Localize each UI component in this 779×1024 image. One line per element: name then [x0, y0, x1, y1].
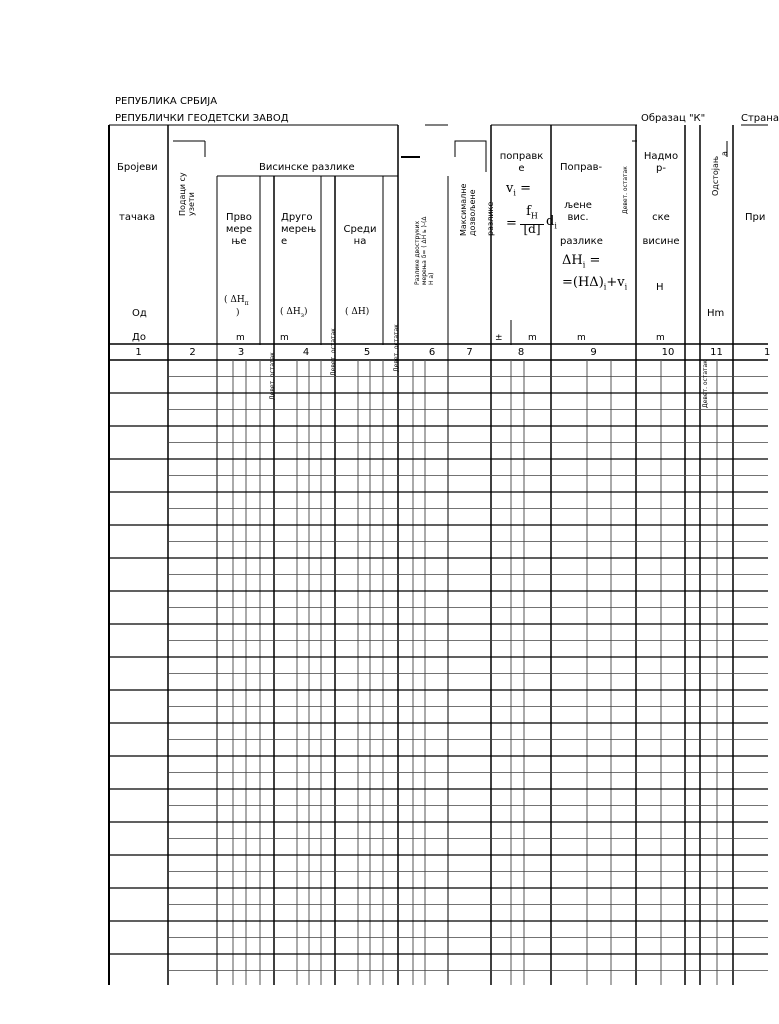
- col9-differences: разлике: [560, 236, 603, 247]
- col8-unit: m: [528, 333, 537, 343]
- col-number-3: 3: [237, 347, 245, 358]
- col7-diff-label: разлике: [486, 201, 495, 236]
- col2-data-taken-from: Подаци су узети: [178, 172, 196, 216]
- col-number-1: 1: [135, 347, 142, 358]
- remainder-label-col5: Девет. остатак: [393, 324, 400, 372]
- col8-formula-denominator: [d]: [523, 222, 541, 236]
- col9-corrected: Поправ-: [560, 162, 603, 173]
- col3-first-measure: Прво мере ње: [225, 212, 253, 247]
- col-number-5: 5: [363, 347, 371, 358]
- col10-unit: m: [656, 333, 665, 343]
- remainder-label-col11: Девет. остатак: [702, 360, 709, 408]
- col-number-11: 11: [710, 347, 723, 358]
- col-number-2: 2: [189, 347, 196, 358]
- col11-distances: Одстојањ а: [711, 151, 729, 196]
- col12-notes: При: [745, 212, 766, 223]
- col10-heights: висине: [642, 236, 680, 247]
- form-label: Образац "К": [641, 113, 706, 124]
- institute-title: РЕПУБЛИЧКИ ГЕОДЕТСКИ ЗАВОД: [115, 113, 289, 124]
- remainder-label-col9: Девет. остатак: [622, 166, 629, 214]
- col9-formula-2: $=(H\Delta)_i+v_i$: [562, 275, 628, 292]
- col5-symbol: ( ΔH): [345, 307, 370, 317]
- height-differences-group: Висинске разлике: [259, 162, 355, 173]
- col9-corrected-height: љене вис.: [564, 200, 592, 223]
- republic-title: РЕПУБЛИКА СРБИЈА: [115, 96, 218, 107]
- page-label: Страна: [741, 113, 779, 124]
- col-number-9: 9: [590, 347, 597, 358]
- col-number-6: 6: [428, 347, 436, 358]
- col1-title-points: тачака: [119, 212, 156, 223]
- col8-formula-lhs: $v_i$ =: [506, 181, 531, 198]
- col4-symbol: ( $\Delta H_з$): [280, 307, 308, 319]
- col10-symbol-h: H: [656, 282, 664, 293]
- col3-unit: m: [236, 333, 245, 343]
- col5-mean: Среди на: [343, 224, 377, 247]
- col11-hm: Hm: [707, 308, 725, 319]
- col-number-7: 7: [466, 347, 473, 358]
- col-number-10: 10: [661, 347, 675, 358]
- col-number-12: 1: [764, 347, 771, 358]
- col9-formula-1: $\Delta H_i$ =: [562, 253, 601, 270]
- col3-symbol-close: ): [236, 308, 240, 318]
- col1-title-numbers: Бројеви: [117, 162, 158, 173]
- col8-formula-tail: $d_i$: [546, 214, 557, 231]
- remainder-label-col4: Девет. остатак: [330, 328, 337, 376]
- col-number-8: 8: [517, 347, 525, 358]
- col8-plus-minus: ±: [495, 333, 503, 343]
- col-number-4: 4: [302, 347, 310, 358]
- col8-formula-eq: =: [506, 216, 517, 231]
- col1-from: Од: [132, 308, 147, 319]
- col6-double-measure-diff: Разлике двоструких мерења δ= ( ΔH ь )-(Δ H а): [414, 216, 435, 285]
- col4-second-measure: Друго мерењ е: [281, 212, 317, 247]
- col1-to: До: [132, 332, 146, 343]
- remainder-label-col3: Девет. остатак: [269, 352, 276, 400]
- col7-max-allowed-diff: Максималне дозвољене: [459, 183, 477, 236]
- col8-formula-numerator: $f_H$: [520, 204, 544, 225]
- col10-elevation: Надмо р-: [643, 151, 679, 174]
- col8-corrections: поправк е: [499, 151, 544, 174]
- col9-unit: m: [577, 333, 586, 343]
- col3-symbol: ( $\Delta H_п$: [224, 295, 249, 307]
- col4-unit: m: [280, 333, 289, 343]
- col10-elevation-label: ске: [652, 212, 670, 223]
